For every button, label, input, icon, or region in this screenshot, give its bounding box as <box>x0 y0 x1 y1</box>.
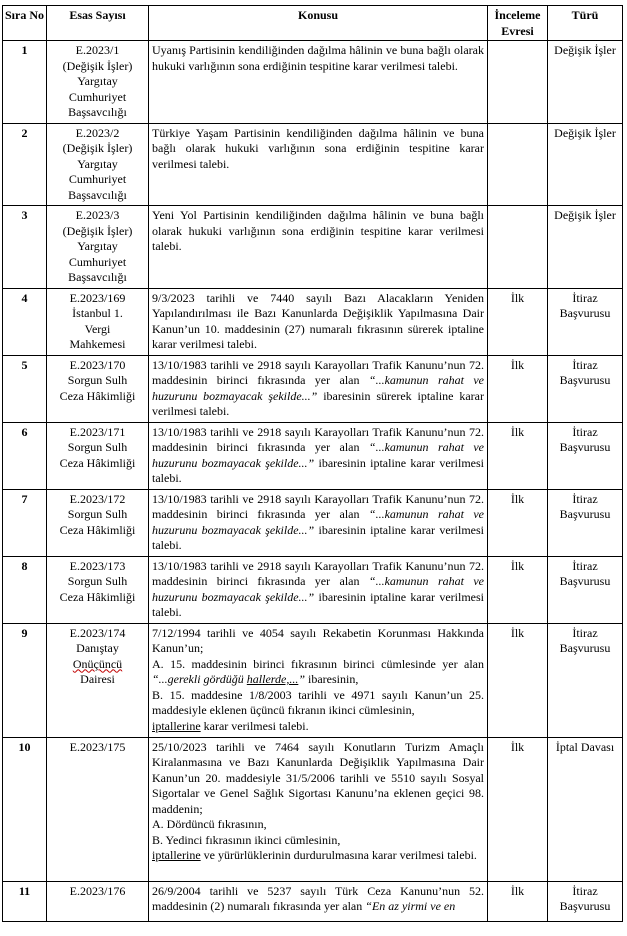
case-number-line: İstanbul 1. <box>72 306 123 320</box>
review-stage: İlk <box>488 881 548 921</box>
case-number-line: Onüçüncü <box>72 656 123 671</box>
row-number: 6 <box>3 422 47 489</box>
subject-text: 13/10/1983 tarihli ve 2918 sayılı Karayolları Trafik Kanunu’nun 72. maddesinin birinci fıkrasında yer alan <box>152 357 484 387</box>
table-row <box>3 881 623 921</box>
review-stage: İlk <box>488 623 548 737</box>
case-number-line: Ceza Hâkimliği <box>59 388 136 403</box>
case-number <box>47 41 149 124</box>
case-number-line: Yargıtay <box>77 239 118 253</box>
table-row <box>3 489 623 556</box>
subject-text: ibaresinin iptaline karar verilmesi talebi. <box>152 522 484 552</box>
case-type: İtiraz Başvurusu <box>548 288 623 355</box>
case-number-line: (Değişik İşler) <box>62 223 133 238</box>
case-number-line: E.2023/174 <box>69 625 126 640</box>
case-subject <box>149 556 488 623</box>
review-stage: İlk <box>488 422 548 489</box>
subject-text: 26/9/2004 tarihli ve 5237 sayılı Türk Ceza Kanunu’nun 52. maddesinin (2) numaralı fıkrasında yer alan <box>152 883 484 913</box>
case-type: İtiraz Başvurusu <box>548 881 623 921</box>
subject-underlined: iptallerine <box>152 848 201 862</box>
case-list-table <box>2 5 623 922</box>
case-subject <box>149 623 488 737</box>
case-number <box>47 556 149 623</box>
case-number-line: Başsavcılığı <box>68 187 127 202</box>
case-number-line: Sorgun Sulh <box>67 440 128 454</box>
header-konusu: Konusu <box>149 6 488 41</box>
row-number: 9 <box>3 623 47 737</box>
header-esas-sayisi: Esas Sayısı <box>47 6 149 41</box>
case-number-line: E.2023/169 <box>69 290 126 305</box>
case-number-line: Ceza Hâkimliği <box>59 522 136 537</box>
quoted-phrase-underlined: hallerde,... <box>246 672 299 686</box>
subject-text: A. 15. maddesinin birinci fıkrasının birinci cümlesinde yer alan <box>152 656 484 671</box>
case-type: İtiraz Başvurusu <box>548 556 623 623</box>
case-number-line: Vergi <box>84 321 111 336</box>
case-number <box>47 489 149 556</box>
review-stage: İlk <box>488 489 548 556</box>
review-stage: İlk <box>488 737 548 881</box>
subject-text: ve yürürlüklerinin durdurulmasına karar verilmesi talebi. <box>200 848 477 862</box>
row-number: 7 <box>3 489 47 556</box>
case-number-line: Dairesi <box>80 672 115 686</box>
case-number <box>47 422 149 489</box>
case-number-line: Danıştay <box>76 641 119 655</box>
row-number: 5 <box>3 355 47 422</box>
case-type: İtiraz Başvurusu <box>548 623 623 737</box>
case-number-line: Sorgun Sulh <box>67 574 128 588</box>
row-number: 10 <box>3 737 47 881</box>
case-subject <box>149 737 488 881</box>
case-number-line: Ceza Hâkimliği <box>59 455 136 470</box>
row-number: 1 <box>3 41 47 124</box>
case-number-line: E.2023/2 <box>75 125 120 140</box>
table-row <box>3 556 623 623</box>
case-subject <box>149 489 488 556</box>
row-number: 3 <box>3 206 47 289</box>
quoted-phrase: “...kamunun rahat ve huzurunu bozmayacak şekilde...” <box>152 507 484 537</box>
case-number-line: Cumhuriyet <box>68 172 127 186</box>
case-type: İtiraz Başvurusu <box>548 355 623 422</box>
table-row <box>3 355 623 422</box>
case-number-line: Sorgun Sulh <box>67 507 128 521</box>
subject-item-b: B. 15. maddesine 1/8/2003 tarihli ve 4971 sayılı Kanun’un 25. maddesiyle eklenen üçüncü fıkranın ikinci cümlesinin, <box>152 687 484 717</box>
case-number-line: E.2023/171 <box>69 424 126 439</box>
table-row <box>3 623 623 737</box>
case-number-line: E.2023/1 <box>75 43 120 57</box>
case-number-line: Başsavcılığı <box>68 270 127 284</box>
case-number <box>47 288 149 355</box>
review-stage: İlk <box>488 288 548 355</box>
table-row <box>3 123 623 206</box>
row-number: 11 <box>3 881 47 921</box>
quoted-phrase: “En az yirmi ve en <box>365 899 456 913</box>
case-number-line: Başsavcılığı <box>68 105 127 119</box>
case-subject: Uyanış Partisinin kendiliğinden dağılma hâlinin ve buna bağlı olarak hukuki varlığının sona erdiğinin tespitine karar verilmesi talebi. <box>149 41 488 124</box>
case-type: İtiraz Başvurusu <box>548 489 623 556</box>
subject-item-a <box>152 657 484 688</box>
subject-item-b: B. Yedinci fıkrasının ikinci cümlesinin, <box>152 832 341 847</box>
case-number-line: E.2023/176 <box>69 883 126 898</box>
case-number-line: (Değişik İşler) <box>62 141 133 155</box>
case-number <box>47 623 149 737</box>
case-number-line: Cumhuriyet <box>68 89 127 104</box>
subject-underlined: iptallerine <box>152 718 201 733</box>
table-row <box>3 737 623 881</box>
case-type: İtiraz Başvurusu <box>548 422 623 489</box>
subject-text: ibaresinin iptaline karar verilmesi talebi. <box>152 455 484 485</box>
subject-text: ibaresinin sürerek iptaline karar verilmesi talebi. <box>152 388 484 418</box>
case-subject: Türkiye Yaşam Partisinin kendiliğinden dağılma hâlinin ve buna bağlı olarak hukuki varlığının sona erdiğinin tespitine karar verilmesi talebi. <box>149 123 488 206</box>
case-number-line: E.2023/173 <box>69 558 126 573</box>
quoted-phrase <box>152 672 305 686</box>
case-number-line: Mahkemesi <box>69 337 126 351</box>
case-number-line: E.2023/175 <box>69 739 126 754</box>
quoted-phrase: “...kamunun rahat ve huzurunu bozmayacak şekilde...” <box>152 440 484 470</box>
table-header-row <box>3 6 623 41</box>
subject-text: 13/10/1983 tarihli ve 2918 sayılı Karayolları Trafik Kanunu’nun 72. maddesinin birinci fıkrasında yer alan <box>152 558 484 588</box>
subject-text: karar verilmesi talebi. <box>200 718 309 733</box>
subject-text: ibaresinin, <box>305 672 359 686</box>
case-number-line: Ceza Hâkimliği <box>59 589 136 604</box>
table-row <box>3 422 623 489</box>
header-sira-no: Sıra No <box>3 6 47 41</box>
row-number: 4 <box>3 288 47 355</box>
table-row <box>3 206 623 289</box>
case-number-line: Sorgun Sulh <box>67 373 128 387</box>
subject-text: 13/10/1983 tarihli ve 2918 sayılı Karayolları Trafik Kanunu’nun 72. maddesinin birinci fıkrasında yer alan <box>152 491 484 521</box>
subject-text: ibaresinin iptaline karar verilmesi talebi. <box>152 589 484 619</box>
case-subject: 9/3/2023 tarihli ve 7440 sayılı Bazı Alacakların Yeniden Yapılandırılması ile Bazı Kanunlarda Değişiklik Yapılmasına Dair Kanun’un 10. maddesinin (27) numaralı fıkrasının sürerek iptaline karar verilmesi talebi. <box>149 288 488 355</box>
case-number-line: Yargıtay <box>77 156 118 171</box>
case-subject <box>149 422 488 489</box>
quoted-phrase-start: “...gerekli gördüğü <box>152 672 247 686</box>
review-stage: İlk <box>488 556 548 623</box>
case-number-line: E.2023/3 <box>75 208 120 222</box>
table-row <box>3 288 623 355</box>
quoted-phrase: “...kamunun rahat ve huzurunu bozmayacak şekilde...” <box>152 373 484 403</box>
case-type: Değişik İşler <box>548 123 623 206</box>
review-stage <box>488 41 548 124</box>
header-inceleme-evresi: İnceleme Evresi <box>488 6 548 41</box>
subject-intro: 25/10/2023 tarihli ve 7464 sayılı Konutların Turizm Amaçlı Kiralanmasına ve Bazı Kanunlarda Değişiklik Yapılmasına Dair Kanun’un 20. maddesiyle 31/5/2006 tarihli ve 5510 sayılı Sosyal Sigortalar ve Genel Sağlık Sigortası Kanunu’na eklenen geçici 98. maddenin; <box>152 739 484 816</box>
subject-text: 13/10/1983 tarihli ve 2918 sayılı Karayolları Trafik Kanunu’nun 72. maddesinin birinci fıkrasında yer alan <box>152 424 484 454</box>
header-turu: Türü <box>548 6 623 41</box>
subject-closing <box>152 719 484 735</box>
table-row <box>3 41 623 124</box>
case-number-line: E.2023/172 <box>69 491 126 506</box>
row-number: 2 <box>3 123 47 206</box>
subject-intro: 7/12/1994 tarihli ve 4054 sayılı Rekabetin Korunması Hakkında Kanun’un; <box>152 625 484 655</box>
review-stage <box>488 123 548 206</box>
case-number <box>47 355 149 422</box>
subject-closing <box>152 848 484 864</box>
review-stage: İlk <box>488 355 548 422</box>
row-number: 8 <box>3 556 47 623</box>
case-subject: Yeni Yol Partisinin kendiliğinden dağılma hâlinin ve buna bağlı olarak hukuki varlığının sona erdiğinin tespitine karar verilmesi talebi. <box>149 206 488 289</box>
case-number <box>47 206 149 289</box>
case-number <box>47 123 149 206</box>
case-number <box>47 737 149 881</box>
case-number-line: E.2023/170 <box>69 357 126 372</box>
quoted-phrase-end: ” <box>298 672 306 686</box>
review-stage <box>488 206 548 289</box>
quoted-phrase: “...kamunun rahat ve huzurunu bozmayacak şekilde...” <box>152 574 484 604</box>
case-number-line: Cumhuriyet <box>68 254 127 269</box>
case-type: İptal Davası <box>548 737 623 881</box>
case-type: Değişik İşler <box>548 41 623 124</box>
case-type: Değişik İşler <box>548 206 623 289</box>
case-number-line: (Değişik İşler) <box>62 58 133 73</box>
case-subject <box>149 355 488 422</box>
subject-item-a: A. Dördüncü fıkrasının, <box>152 817 267 831</box>
case-number-line: Yargıtay <box>77 74 118 88</box>
case-number <box>47 881 149 921</box>
case-subject <box>149 881 488 921</box>
